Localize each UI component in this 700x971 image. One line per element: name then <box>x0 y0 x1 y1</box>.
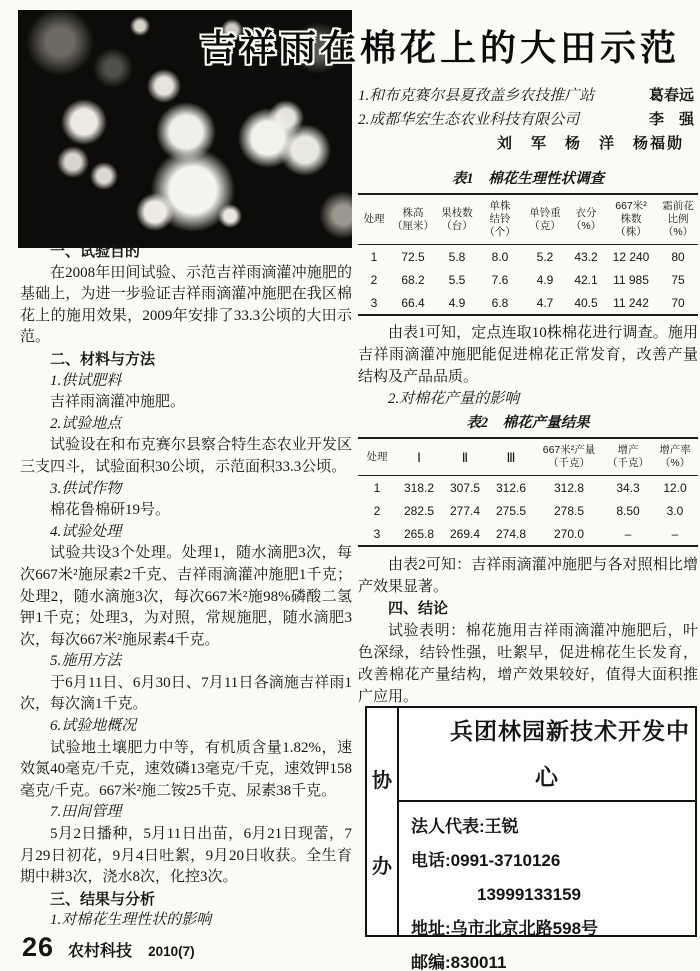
section-heading-conclusion: 四、结论 <box>388 600 449 617</box>
table2-cell: 312.6 <box>495 480 527 495</box>
section-heading-materials: 二、材料与方法 <box>50 350 156 368</box>
table1-cell: 68.2 <box>401 272 425 287</box>
table1-cell: 12 240 <box>612 249 650 264</box>
table2-cell: 307.5 <box>449 480 481 495</box>
ad-side-label-top: 协 <box>372 770 392 793</box>
subhead-fertilizer: 1.供试肥料 <box>50 372 122 389</box>
ad-phone-1: 电话:0991-3710126 <box>411 851 561 870</box>
table2-cell: 312.8 <box>553 480 585 495</box>
table1-cell: 43.2 <box>574 249 598 264</box>
ad-phone-2: 13999133159 <box>477 885 582 904</box>
table2-cell: 3.0 <box>666 503 684 518</box>
table1-cell: 42.1 <box>574 272 598 287</box>
authors-block <box>358 84 698 156</box>
subhead-location: 2.试验地点 <box>50 415 122 432</box>
table1-cell: 5.8 <box>448 249 466 264</box>
subhead-physiology-effect: 1.对棉花生理性状的影响 <box>50 912 212 929</box>
table1-cell: 40.5 <box>574 295 598 310</box>
right-column <box>358 84 698 708</box>
table2-header: 增产 （千克） <box>604 438 652 476</box>
table1-header: 衣分 （%） <box>568 194 604 245</box>
subhead-crop: 3.供试作物 <box>50 480 122 497</box>
section-heading-results: 三、结果与分析 <box>50 890 156 908</box>
article-title: 吉祥雨在棉花上的大田示范 <box>200 27 681 68</box>
table2-row <box>358 499 698 522</box>
table1-header: 667米² 株数 （株） <box>604 194 658 245</box>
table1-row <box>358 268 698 291</box>
table1-physiology <box>358 193 698 316</box>
table1-cell: 75 <box>671 272 685 287</box>
table1-cell: 11 242 <box>613 295 649 310</box>
paragraph-purpose: 在2008年田间试验、示范吉祥雨滴灌冲施肥的基础上，为进一步验证吉祥雨滴灌冲施肥在我区棉花上的施用效果，2009年安排了33.3公顷的大田示范。 <box>20 264 352 346</box>
table1-cell: 11 985 <box>613 272 649 287</box>
page-footer <box>22 932 195 963</box>
table1-cell: 80 <box>671 249 685 264</box>
footer-issue: 2010(7) <box>148 944 195 959</box>
paragraph-conclusion: 试验表明：棉花施用吉祥雨滴灌冲施肥后，叶色深绿，结铃性强，吐絮早，促进棉花生长发育，改善棉花产量结构，增产效果较好，值得大面积推广应用。 <box>358 623 698 705</box>
ad-side-label <box>367 708 399 935</box>
table1-cell: 5.2 <box>536 249 554 264</box>
table1-header: 霜前花 比例 （%） <box>658 194 698 245</box>
table2-cell: 274.8 <box>495 526 527 541</box>
ad-side-label-bottom: 办 <box>372 855 392 878</box>
table2-cell: – <box>671 526 679 541</box>
ad-contact-lines <box>399 802 695 971</box>
table1-header-row <box>358 194 698 245</box>
table1-header: 单铃重 （克） <box>522 194 568 245</box>
table1-row <box>358 291 698 315</box>
table2-header: 处理 <box>358 438 396 476</box>
table1-cell: 5.5 <box>448 272 466 287</box>
table2-cell: 1 <box>373 480 381 495</box>
table2-header: Ⅰ <box>396 438 442 476</box>
subhead-application: 5.施用方法 <box>50 653 122 670</box>
table2-header: 667米²产量 （千克） <box>534 438 604 476</box>
paragraph-field-management: 5月2日播种，5月11日出苗，6月21日现蕾，7月29日初花，9月4日吐絮，9月20日收获。全生育期中耕3次，浇水8次，化控3次。 <box>20 826 352 886</box>
ad-organization-title: 兵团林园新技术开发中心 <box>399 708 695 802</box>
table2-caption: 表2 棉花产量结果 <box>466 415 590 431</box>
ad-address: 地址:乌市北京北路598号 <box>411 919 599 938</box>
table1-caption: 表1 棉花生理性状调查 <box>451 171 605 187</box>
paragraph-application: 于6月11日、6月30日、7月11日各滴施吉祥雨1次，每次滴1千克。 <box>20 674 352 713</box>
table2-cell: 269.4 <box>449 526 481 541</box>
affiliation-1: 1.和布克赛尔县夏孜盖乡农技推广站 <box>358 88 595 104</box>
ad-postcode: 邮编:830011 <box>411 953 507 971</box>
table1-header: 株高 （厘米） <box>390 194 436 245</box>
ad-main <box>399 708 695 971</box>
table2-cell: 3 <box>373 526 381 541</box>
table2-cell: 277.4 <box>449 503 481 518</box>
paragraph-table2-discussion: 由表2可知：吉祥雨滴灌冲施肥与各对照相比增产效果显著。 <box>358 557 698 595</box>
footer-page-number: 26 <box>22 932 55 962</box>
subhead-yield-effect: 2.对棉花产量的影响 <box>388 391 520 407</box>
table1-header: 单株 结铃 （个） <box>478 194 522 245</box>
table2-header: Ⅱ <box>442 438 488 476</box>
table1-cell: 4.9 <box>536 272 554 287</box>
paragraph-crop: 棉花鲁棉研19号。 <box>50 502 171 519</box>
paragraph-table1-discussion: 由表1可知，定点连取10株棉花进行调查。施用吉祥雨滴灌冲施肥能促进棉花正常发育，改善产量结构及产品品质。 <box>358 325 698 385</box>
table2-cell: 2 <box>373 503 381 518</box>
table2-cell: 275.5 <box>495 503 527 518</box>
table1-header: 果枝数 （台） <box>436 194 478 245</box>
table1-cell: 4.7 <box>536 295 554 310</box>
section-heading-purpose: 一、试验目的 <box>50 243 141 260</box>
sponsor-ad-box <box>365 706 697 971</box>
table2-cell: 318.2 <box>403 480 435 495</box>
author-line-1 <box>358 84 698 108</box>
subhead-field-management: 7.田间管理 <box>50 804 122 821</box>
table1-row <box>358 245 698 269</box>
table1-cell: 8.0 <box>491 249 509 264</box>
author-line-3: 刘 军 杨 洋 杨福勋 <box>496 136 684 152</box>
affiliation-2: 2.成都华宏生态农业科技有限公司 <box>358 112 580 128</box>
paragraph-fertilizer: 吉祥雨滴灌冲施肥。 <box>50 394 186 411</box>
table2-cell: 278.5 <box>553 503 585 518</box>
table2-header: Ⅲ <box>488 438 534 476</box>
table2-cell: 265.8 <box>403 526 435 541</box>
author-line-2 <box>358 108 698 132</box>
table1-cell: 2 <box>370 272 378 287</box>
author-name-1: 葛春远 <box>648 88 694 104</box>
table2-header-row <box>358 438 698 476</box>
ad-legal-representative: 法人代表:王锐 <box>411 817 519 836</box>
table2-cell: 34.3 <box>616 480 640 495</box>
subhead-treatments: 4.试验处理 <box>50 523 122 540</box>
table2-row <box>358 522 698 546</box>
author-name-2: 李 强 <box>648 112 694 128</box>
paragraph-soil: 试验地土壤肥力中等，有机质含量1.82%，速效氮40毫克/千克，速效磷13毫克/千克，速效钾158毫克/千克。667米²施二铵25千克、尿素38千克。 <box>20 739 352 799</box>
table2-cell: 8.50 <box>616 503 640 518</box>
table2-row <box>358 476 698 500</box>
subhead-soil: 6.试验地概况 <box>50 718 137 735</box>
footer-journal-name: 农村科技 <box>68 943 133 960</box>
table1-cell: 7.6 <box>491 272 509 287</box>
table1-cell: 72.5 <box>401 249 425 264</box>
left-column <box>20 241 352 932</box>
table1-header: 处理 <box>358 194 390 245</box>
table2-cell: 12.0 <box>663 480 687 495</box>
table2-cell: 282.5 <box>403 503 435 518</box>
paragraph-location: 试验设在和布克赛尔县察合特生态农业开发区三支四斗，试验面积30公顷，示范面积33.3公顷。 <box>20 437 352 475</box>
table2-cell: 270.0 <box>553 526 585 541</box>
table1-cell: 70 <box>671 295 685 310</box>
table1-cell: 4.9 <box>448 295 466 310</box>
table2-cell: – <box>624 526 632 541</box>
table1-cell: 3 <box>370 295 378 310</box>
table2-header: 增产率 （%） <box>652 438 698 476</box>
table1-cell: 1 <box>370 249 378 264</box>
table1-cell: 6.8 <box>491 295 509 310</box>
paragraph-treatments: 试验共设3个处理。处理1，随水滴肥3次，每次667米²施尿素2千克、吉祥雨滴灌冲施肥1千克；处理2，随水滴施3次，每次667米²施98%磷酸二氢钾1千克；处理3，为对照，常规施肥，随水滴肥3次，每次667米²施尿素4千克。 <box>20 545 352 648</box>
table1-cell: 66.4 <box>401 295 425 310</box>
table2-yield <box>358 437 698 547</box>
